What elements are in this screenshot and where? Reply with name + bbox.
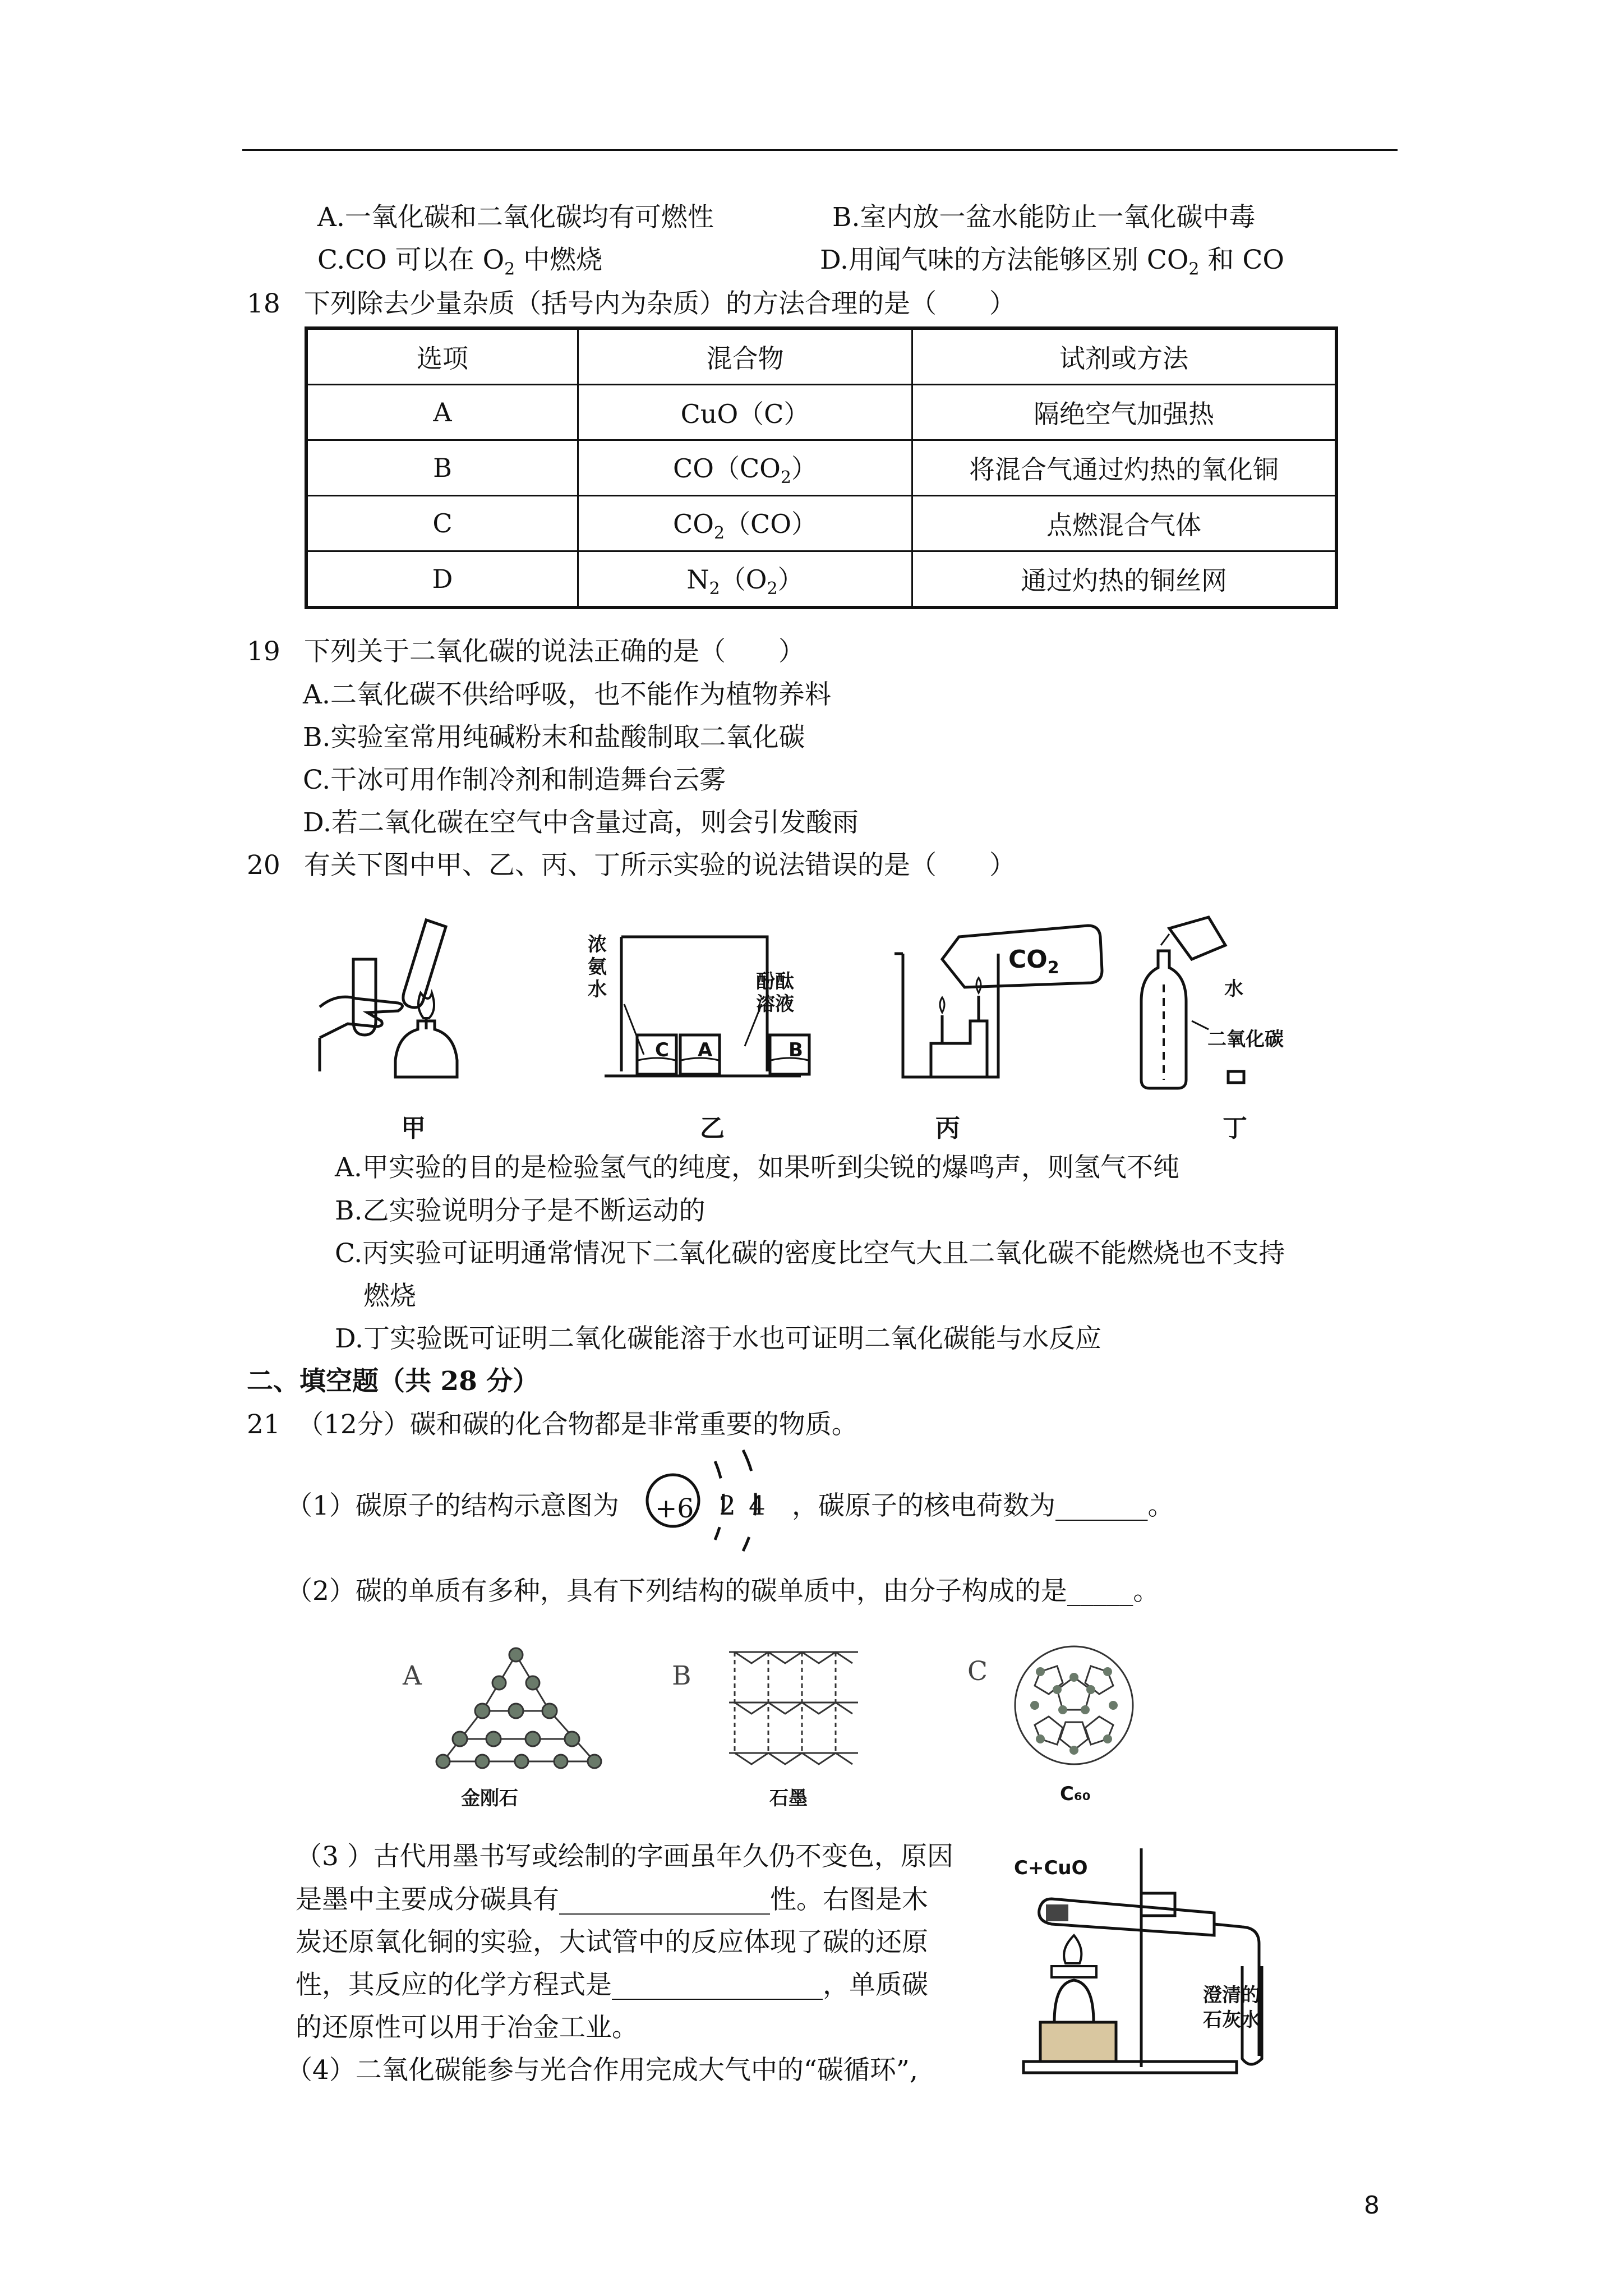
- c60-label: C₆₀: [1060, 1783, 1091, 1805]
- q20-number: 20: [247, 850, 280, 881]
- table-row: [306, 496, 1336, 551]
- q20-option-d: D.丁实验既可证明二氧化碳能溶于水也可证明二氧化碳能与水反应: [335, 1323, 1101, 1354]
- q17-option-d: D.用闻气味的方法能够区别 $CO_2$ 和 CO: [820, 245, 1284, 279]
- row-method: 隔绝空气加强热: [912, 385, 1337, 440]
- q21-part2-text: （2）碳的单质有多种，具有下列结构的碳单质中，由分子构成的是_____。: [286, 1576, 1160, 1607]
- beaker-c-label: C: [655, 1039, 669, 1061]
- experiment-jia-figure: [314, 909, 499, 1094]
- water-label: 水: [1224, 978, 1243, 1000]
- label-yi: 乙: [700, 1114, 725, 1143]
- limewater-label: 澄清的 石灰水: [1203, 1984, 1260, 2031]
- experiment-bing-figure: [886, 920, 1122, 1088]
- row-mixture: $CO(CO_2)$: [578, 440, 912, 496]
- q19-option-b: B.实验室常用纯碱粉末和盐酸制取二氧化碳: [303, 722, 805, 753]
- q20-option-a: A.甲实验的目的是检验氢气的纯度，如果听到尖锐的爆鸣声，则氢气不纯: [335, 1152, 1179, 1183]
- q18-table: [305, 326, 1338, 609]
- q21-part4-text: （4）二氧化碳能参与光合作用完成大气中的“碳循环”,: [286, 2055, 918, 2086]
- beaker-a-label: A: [698, 1039, 713, 1061]
- q20-option-b: B.乙实验说明分子是不断运动的: [335, 1195, 706, 1226]
- table-row: [306, 551, 1336, 608]
- row-mixture: $CO_2(CO)$: [578, 496, 912, 551]
- header-option: 选项: [306, 328, 578, 385]
- graphite-label: 石墨: [769, 1787, 808, 1810]
- section-heading: 二、填空题（共 28 分）: [247, 1366, 540, 1397]
- q21-stem: （12分）碳和碳的化合物都是非常重要的物质。: [297, 1409, 858, 1440]
- q19-option-a: A.二氧化碳不供给呼吸，也不能作为植物养料: [303, 679, 831, 710]
- q19-option-c: C.干冰可用作制冷剂和制造舞台云雾: [303, 765, 726, 795]
- q21-part3-line1: （3 ）古代用墨书写或绘制的字画虽年久仍不变色，原因: [296, 1841, 953, 1872]
- q19-number: 19: [247, 636, 280, 667]
- co2-bottle-label: 二氧化碳: [1207, 1028, 1284, 1051]
- q19-option-d: D.若二氧化碳在空气中含量过高，则会引发酸雨: [303, 807, 859, 838]
- q17-option-b: B.室内放一盆水能防止一氧化碳中毒: [832, 202, 1256, 233]
- q20-option-c: C.丙实验可证明通常情况下二氧化碳的密度比空气大且二氧化碳不能燃烧也不支持: [335, 1238, 1285, 1269]
- phenolphthalein-label: 酚酞 溶液: [756, 970, 794, 1015]
- q21-part1-blank: ，碳原子的核电荷数为_______。: [792, 1490, 1174, 1521]
- q21-part1-text: （1）碳原子的结构示意图为: [286, 1490, 619, 1521]
- q21-part3-line4: 性，其反应的化学方程式是________________，单质碳: [296, 1970, 928, 2000]
- structure-b-letter: B: [672, 1660, 691, 1691]
- q18-stem: 下列除去少量杂质（括号内为杂质）的方法合理的是（ ）: [304, 288, 1016, 319]
- row-mixture: CuO（C）: [578, 385, 912, 440]
- row-mixture: $N_2(O_2)$: [578, 551, 912, 608]
- q21-part3-line3: 炭还原氧化铜的实验，大试管中的反应体现了碳的还原: [296, 1927, 928, 1958]
- row-method: 通过灼热的铜丝网: [912, 551, 1337, 608]
- q17-option-a: A.一氧化碳和二氧化碳均有可燃性: [317, 202, 714, 233]
- label-jia: 甲: [401, 1114, 426, 1143]
- structure-c-letter: C: [967, 1656, 988, 1687]
- row-option: C: [306, 496, 578, 551]
- label-ding: 丁: [1223, 1114, 1247, 1143]
- ammonia-label: 浓 氨 水: [588, 933, 607, 1001]
- atom-shell-2: 4: [749, 1490, 766, 1521]
- q20-stem: 有关下图中甲、乙、丙、丁所示实验的说法错误的是（ ）: [304, 850, 1016, 881]
- row-option: B: [306, 440, 578, 496]
- atom-nucleus-label: +6: [655, 1493, 694, 1524]
- q17-option-c: C.CO 可以在 $O_2$ 中燃烧: [317, 245, 603, 279]
- apparatus-reactant-label: C+CuO: [1014, 1857, 1088, 1879]
- row-method: 点燃混合气体: [912, 496, 1337, 551]
- header-method: 试剂或方法: [912, 328, 1337, 385]
- q18-number: 18: [247, 288, 280, 319]
- row-option: D: [306, 551, 578, 608]
- q20-option-c-cont: 燃烧: [363, 1281, 416, 1312]
- diamond-label: 金刚石: [461, 1787, 518, 1810]
- row-option: A: [306, 385, 578, 440]
- diamond-structure-figure: [426, 1644, 611, 1773]
- table-header-row: [306, 328, 1336, 385]
- row-method: 将混合气通过灼热的氧化铜: [912, 440, 1337, 496]
- atom-shell-1: 2: [719, 1490, 736, 1521]
- q21-number: 21: [247, 1409, 280, 1440]
- graphite-structure-figure: [723, 1641, 864, 1775]
- header-rule: [242, 149, 1398, 151]
- q21-part3-line2: 是墨中主要成分碳具有________________性。右图是木: [296, 1884, 928, 1915]
- label-bing: 丙: [935, 1114, 960, 1143]
- table-row: [306, 440, 1336, 496]
- beaker-b-label: B: [789, 1039, 803, 1061]
- experiment-yi-figure: [599, 931, 823, 1099]
- structure-a-letter: A: [403, 1660, 422, 1691]
- page-number: 8: [1364, 2191, 1380, 2220]
- experiment-ding-figure: [1136, 912, 1281, 1097]
- table-row: [306, 385, 1336, 440]
- co2-jar-label: $CO_2$: [1008, 945, 1059, 978]
- q19-stem: 下列关于二氧化碳的说法正确的是（ ）: [304, 636, 805, 667]
- header-mixture: 混合物: [578, 328, 912, 385]
- c60-structure-figure: [1007, 1638, 1141, 1773]
- q21-part3-line5: 的还原性可以用于冶金工业。: [296, 2012, 638, 2043]
